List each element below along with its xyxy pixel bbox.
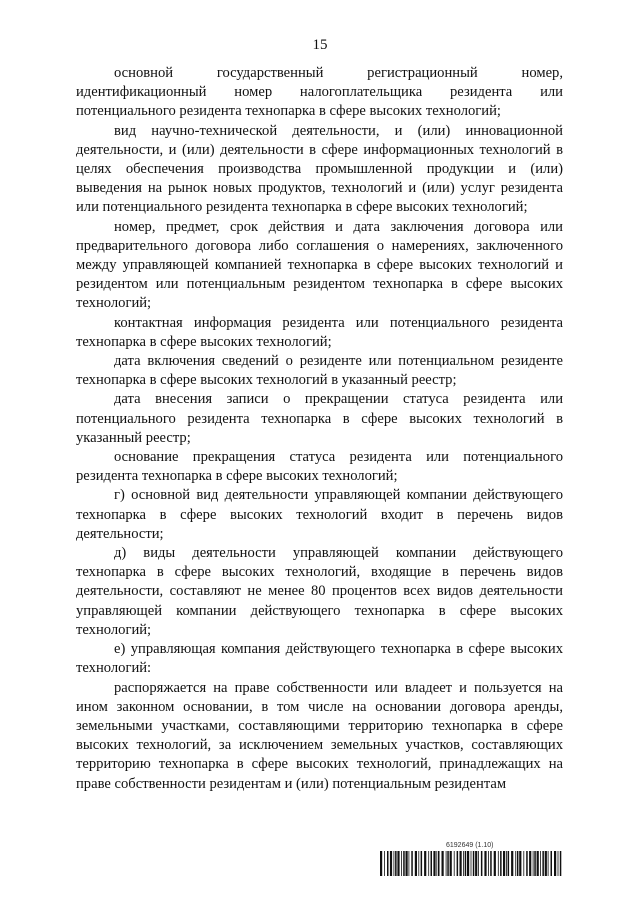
page-number: 15 (312, 37, 328, 53)
barcode-bar (481, 851, 483, 876)
barcode-bar (503, 851, 505, 876)
barcode-bar (500, 851, 502, 876)
barcode-bar (397, 851, 399, 876)
barcode-bar (447, 851, 449, 876)
barcode-bar (560, 851, 562, 876)
barcode-bar (387, 851, 389, 876)
barcode-bar (558, 851, 559, 876)
barcode-bar (394, 851, 395, 876)
barcode-bar (450, 851, 452, 876)
barcode-bar (533, 851, 534, 876)
barcode-bar (548, 851, 549, 876)
barcode-bar (433, 851, 435, 876)
barcode-bar (428, 851, 429, 876)
barcode-bar (494, 851, 496, 876)
barcode-bar (511, 851, 513, 876)
barcode-bar (401, 851, 402, 876)
barcode-bar (436, 851, 437, 876)
barcode-bar (545, 851, 547, 876)
paragraph-termination-basis: основание прекращения статуса резидента или потенциального резидента технопарка в сфере высоких технологий; (76, 449, 563, 485)
paragraph-item-e: е) управляющая компания действующего технопарка в сфере высоких технологий: (76, 641, 563, 677)
barcode-bar (463, 851, 464, 876)
barcode-bar (438, 851, 440, 876)
barcode-bar (442, 851, 444, 876)
barcode-bar (540, 851, 541, 876)
barcode-bar (471, 851, 472, 876)
barcode-bar (384, 851, 385, 876)
paragraph-inclusion-date: дата включения сведений о резиденте или потенциальном резиденте технопарка в сфере высоких технологий в указанный реестр; (76, 353, 563, 389)
barcode-bar (517, 851, 519, 876)
barcode-bar (475, 851, 477, 876)
barcode-bar (519, 851, 521, 876)
barcode-bar (395, 851, 397, 876)
document-code: 6192649 (1.10) (446, 842, 494, 849)
barcode-bar (467, 851, 469, 876)
paragraph-activity-type: вид научно-технической деятельности, и (или) инновационной деятельности, и (или) деятельности в сфере информационных технологий в целях обеспечения производства промышленной продукции и (или) выведения на рынок новых продуктов, технологий и (или) услуг резидента или потенциального резидента технопарка в сфере высоких технологий; (76, 122, 563, 216)
barcode-bar (506, 851, 507, 876)
barcode-bar (554, 851, 556, 876)
barcode-bar (515, 851, 516, 876)
barcode-bar (380, 851, 382, 876)
barcode-bar (484, 851, 486, 876)
barcode-bar (523, 851, 524, 876)
barcode-bar (418, 851, 419, 876)
paragraph-land-plots: распоряжается на праве собственности или владеет и пользуется на ином законном основании, в том числе на основании договора аренды, земельными участками, составляющими территорию технопарка в сфере высоких технологий, за исключением земельных участков, составляющих территорию технопарка в сфере высоких технологий, принадлежащих на праве собственности резидентам и (или) потенциальным резидентам (76, 679, 563, 792)
paragraph-ogrn-inn: основной государственный регистрационный номер, идентификационный номер налогоплательщика резидента или потенциального резидента технопарка в сфере высоких технологий; (76, 65, 563, 120)
barcode-bar (446, 851, 447, 876)
barcode-bar (488, 851, 489, 876)
barcode-bar (542, 851, 544, 876)
paragraph-termination-date: дата внесения записи о прекращении статуса резидента или потенциального резидента технопарка в сфере высоких технологий в указанный реестр; (76, 391, 563, 446)
barcode-image (380, 851, 564, 876)
barcode-bar (551, 851, 553, 876)
barcode-bar (415, 851, 417, 876)
document-body (76, 64, 563, 794)
barcode-bar (478, 851, 479, 876)
barcode-bar (390, 851, 392, 876)
paragraph-item-d: д) виды деятельности управляющей компании действующего технопарка в сфере высоких технологий, входящие в перечень видов деятельности, составляют не менее 80 процентов всех видов деятельности управляющей компании действующего технопарка в сфере высоких технологий; (76, 545, 563, 638)
paragraph-contact-info: контактная информация резидента или потенциального резидента технопарка в сфере высоких технологий; (76, 314, 563, 350)
barcode-bar (529, 851, 531, 876)
barcode-bar (421, 851, 423, 876)
barcode-bar (454, 851, 455, 876)
barcode-bar (460, 851, 462, 876)
barcode-bar (403, 851, 405, 876)
paragraph-item-g: г) основной вид деятельности управляющей компании действующего технопарка в сфере высоких технологий входит в перечень видов деятельности; (76, 487, 563, 542)
barcode-bar (526, 851, 528, 876)
barcode-bar (498, 851, 499, 876)
barcode-bar (457, 851, 459, 876)
barcode-bar (431, 851, 433, 876)
barcode-bar (534, 851, 536, 876)
barcode-bar (465, 851, 467, 876)
barcode-bar (409, 851, 410, 876)
barcode-bar (473, 851, 475, 876)
barcode-bar (537, 851, 539, 876)
barcode-bar (508, 851, 510, 876)
barcode-bar (490, 851, 492, 876)
barcode-bar (424, 851, 426, 876)
paragraph-contract: номер, предмет, срок действия и дата заключения договора или предварительного договора либо соглашения о намерениях, заключенного между управляющей компанией технопарка в сфере высоких технологий и резидентом или потенциальным резидентом технопарка в сфере высоких технологий; (76, 218, 563, 312)
barcode-bar (411, 851, 413, 876)
barcode-bar (406, 851, 408, 876)
